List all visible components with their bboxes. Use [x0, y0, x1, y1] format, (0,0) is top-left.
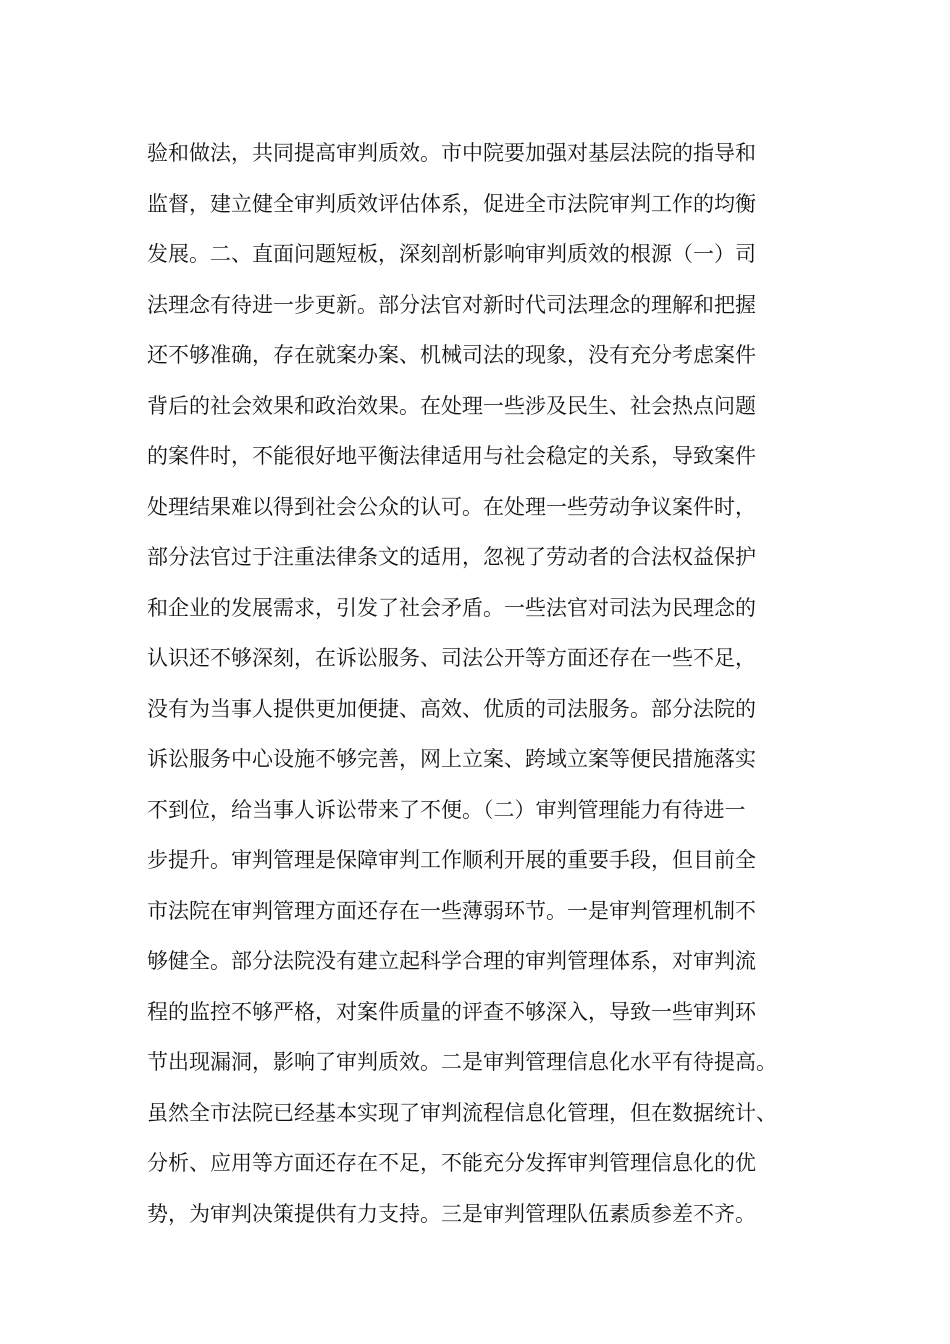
text-line: 发展。二、直面问题短板，深刻剖析影响审判质效的根源（一）司: [147, 242, 756, 266]
text-line: 不到位，给当事人诉讼带来了不便。（二）审判管理能力有待进一: [147, 797, 746, 822]
text-line: 部分法官过于注重法律条文的适用，忽视了劳动者的合法权益保护: [147, 545, 756, 569]
text-line: 市法院在审判管理方面还存在一些薄弱环节。一是审判管理机制不: [147, 898, 756, 923]
text-line: 程的监控不够严格，对案件质量的评查不够深入，导致一些审判环: [147, 999, 756, 1024]
text-line: 步提升。审判管理是保障审判工作顺利开展的重要手段，但目前全: [147, 848, 756, 872]
body-text: [147, 128, 827, 1239]
text-line: 还不够准确，存在就案办案、机械司法的现象，没有充分考虑案件: [147, 343, 756, 367]
text-line: 虽然全市法院已经基本实现了审判流程信息化管理，但在数据统计、: [147, 1100, 777, 1125]
text-line: 认识还不够深刻，在诉讼服务、司法公开等方面还存在一些不足，: [147, 646, 756, 670]
text-line: 势，为审判决策提供有力支持。三是审判管理队伍素质参差不齐。: [147, 1201, 756, 1226]
text-line: 处理结果难以得到社会公众的认可。在处理一些劳动争议案件时，: [147, 494, 756, 519]
text-line: 分析、应用等方面还存在不足，不能充分发挥审判管理信息化的优: [147, 1151, 756, 1175]
text-line: 背后的社会效果和政治效果。在处理一些涉及民生、社会热点问题: [147, 393, 756, 418]
text-line: 和企业的发展需求，引发了社会矛盾。一些法官对司法为民理念的: [147, 595, 756, 620]
text-line: 没有为当事人提供更加便捷、高效、优质的司法服务。部分法院的: [147, 696, 756, 721]
text-line: 够健全。部分法院没有建立起科学合理的审判管理体系，对审判流: [147, 949, 756, 973]
text-line: 诉讼服务中心设施不够完善，网上立案、跨域立案等便民措施落实: [147, 747, 756, 771]
text-line: 验和做法，共同提高审判质效。市中院要加强对基层法院的指导和: [147, 141, 756, 165]
text-line: 节出现漏洞，影响了审判质效。二是审判管理信息化水平有待提高。: [147, 1050, 777, 1074]
text-line: 监督，建立健全审判质效评估体系，促进全市法院审判工作的均衡: [147, 191, 756, 216]
text-line: 的案件时，不能很好地平衡法律适用与社会稳定的关系，导致案件: [147, 444, 756, 468]
text-line: 法理念有待进一步更新。部分法官对新时代司法理念的理解和把握: [147, 292, 756, 317]
